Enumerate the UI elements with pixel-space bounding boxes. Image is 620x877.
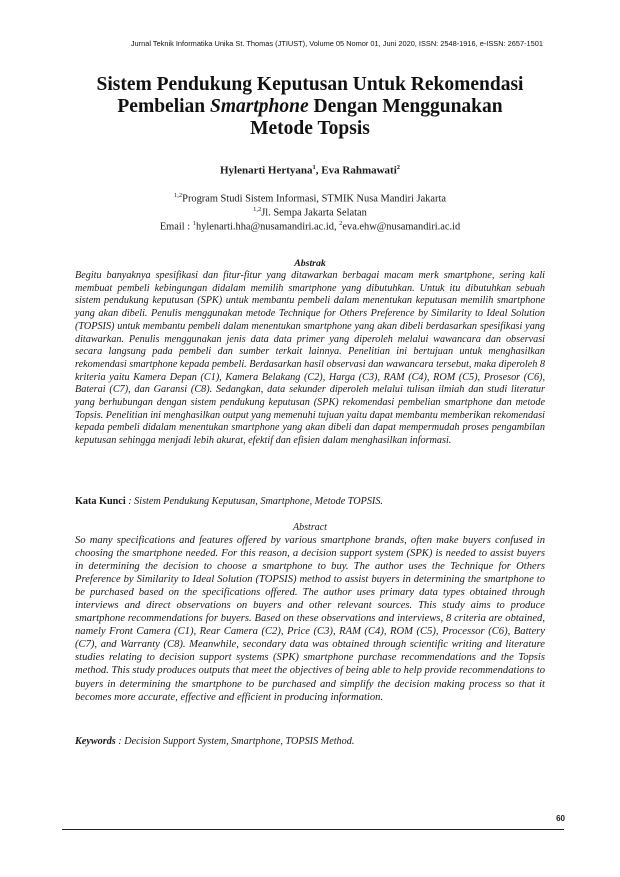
affiliation-1-text: Program Studi Sistem Informasi, STMIK Nusa Mandiri Jakarta: [182, 193, 446, 205]
journal-header: Jurnal Teknik Informatika Unika St. Thomas (JTIUST), Volume 05 Nomor 01, Juni 2020, ISSN: 2548-1916, e-ISSN: 2657-1501: [130, 39, 543, 48]
affiliation-line-1: [60, 192, 560, 204]
email-1-sup: 1: [192, 220, 196, 227]
title-line-3: Metode Topsis: [250, 118, 370, 139]
title-line-2-italic: Smartphone: [210, 96, 309, 117]
kata-kunci-label: Kata Kunci: [75, 496, 126, 507]
abstract-body: So many specifications and features offered by various smartphone brands, often make buyers confused in choosing the smartphone needed. For this reason, a decision support system (SPK) is needed to assist buyers in determining the decision to choose a smartphone to buy. The author uses the Technique for Others Preference by Similarity to Ideal Solution (TOPSIS) method to assist buyers in determining the smartphone to be purchased based on the specifications offered. The author uses primary data types obtained through interviews and direct observations on buyers and other relevant sources. This study aims to produce smartphone recommendations for buyers. Based on these observations and interviews, 8 criteria are obtained, namely Front Camera (C1), Rear Camera (C2), Price (C3), RAM (C4), ROM (C5), Processor (C6), Battery (C7), and Warranty (C8). Meanwhile, secondary data was obtained through scientific writing and literature studies relating to decision support systems (SPK) smartphone purchase recommendations and the Topsis method. This study produces outputs that meet the objectives of being able to help provide recommendations to buyers in determining the smartphone to be purchased and simplify the decision making process so that it becomes more accurate, effective and efficient in producing information.: [75, 535, 545, 703]
affiliation-2-text: Jl. Sempa Jakarta Selatan: [261, 207, 367, 219]
keywords: [75, 736, 545, 747]
email-2[interactable]: eva.ehw@nusamandiri.ac.id: [342, 221, 461, 233]
author-1: Hylenarti Hertyana: [219, 164, 313, 177]
abstract-heading: Abstract: [293, 522, 327, 533]
author-1-sup: 1: [312, 164, 316, 171]
email-line: [60, 220, 560, 232]
affiliation-2-sup: 1,2: [253, 206, 262, 213]
title-line-2: [60, 96, 560, 118]
author-2-sup: 2: [396, 164, 401, 171]
keywords-label: Keywords: [75, 736, 116, 747]
title-line-2-start: Pembelian: [117, 96, 211, 117]
kata-kunci-value: : Sistem Pendukung Keputusan, Smartphone, Metode TOPSIS.: [125, 496, 383, 507]
author-separator: ,: [315, 164, 322, 177]
abstrak-heading: Abstrak: [294, 258, 326, 269]
kata-kunci: [75, 496, 545, 507]
title-line-1: Sistem Pendukung Keputusan Untuk Rekomendasi: [96, 74, 524, 95]
affiliation-line-2: [60, 206, 560, 218]
email-label: Email :: [159, 221, 193, 233]
title-line-2-end: Dengan Menggunakan: [308, 96, 503, 117]
footer-rule: [62, 829, 564, 830]
email-1[interactable]: hylenarti.hha@nusamandiri.ac.id,: [195, 221, 340, 233]
authors: [60, 164, 560, 177]
email-2-sup: 2: [339, 220, 343, 227]
keywords-value: : Decision Support System, Smartphone, TOPSIS Method.: [115, 736, 355, 747]
paper-title: [60, 74, 560, 140]
page-number: 60: [556, 814, 565, 823]
affiliation-1-sup: 1,2: [174, 192, 183, 199]
author-2: Eva Rahmawati: [321, 164, 397, 177]
abstrak-body: Begitu banyaknya spesifikasi dan fitur-fitur yang ditawarkan berbagai macam merk smartphone, sering kali membuat pembeli kebingungan didalam memilih smartphone yang dibutuhkan. Untuk itu dibutuhkan sebuah sistem pendukung keputusan (SPK) untuk membantu pembeli dalam menentukan keputusan memilih smartphone yang akan dibeli. Penulis menggunakan metode Technique for Others Preference by Similarity to Ideal Solution (TOPSIS) untuk membantu pembeli dalam menentukan smartphone yang akan dibeli berdasarkan spesifikasi yang ditawarkan. Penulis menggunakan jenis data data primer yang diperoleh melalui wawancara dan observasi secara langsung pada pembeli dan sumber terkait lainnya. Penelitian ini bertujuan untuk menghasilkan rekomendasi smartphone kepada pembeli. Berdasarkan hasil observasi dan wawancara tersebut, maka diperoleh 8 kriteria yaitu Kamera Depan (C1), Kamera Belakang (C2), Harga (C3), RAM (C4), ROM (C5), Prosesor (C6), Baterai (C7), dan Garansi (C8). Sedangkan, data sekunder diperoleh melalui tulisan ilmiah dan studi literatur yang berhubungan dengan sistem pendukung keputusan (SPK) rekomendasi pembelian smartphone dan metode Topsis. Penelitian ini menghasilkan output yang memenuhi tujuan yaitu dapat membantu memberikan rekomendasi kepada pembeli didalam menentukan smartphone yang akan dibeli dan dapat mempermudah proses pengambilan keputusan sehingga menjadi lebih akurat, efektif dan efisien dalam menghasilkan informasi.: [75, 270, 545, 447]
